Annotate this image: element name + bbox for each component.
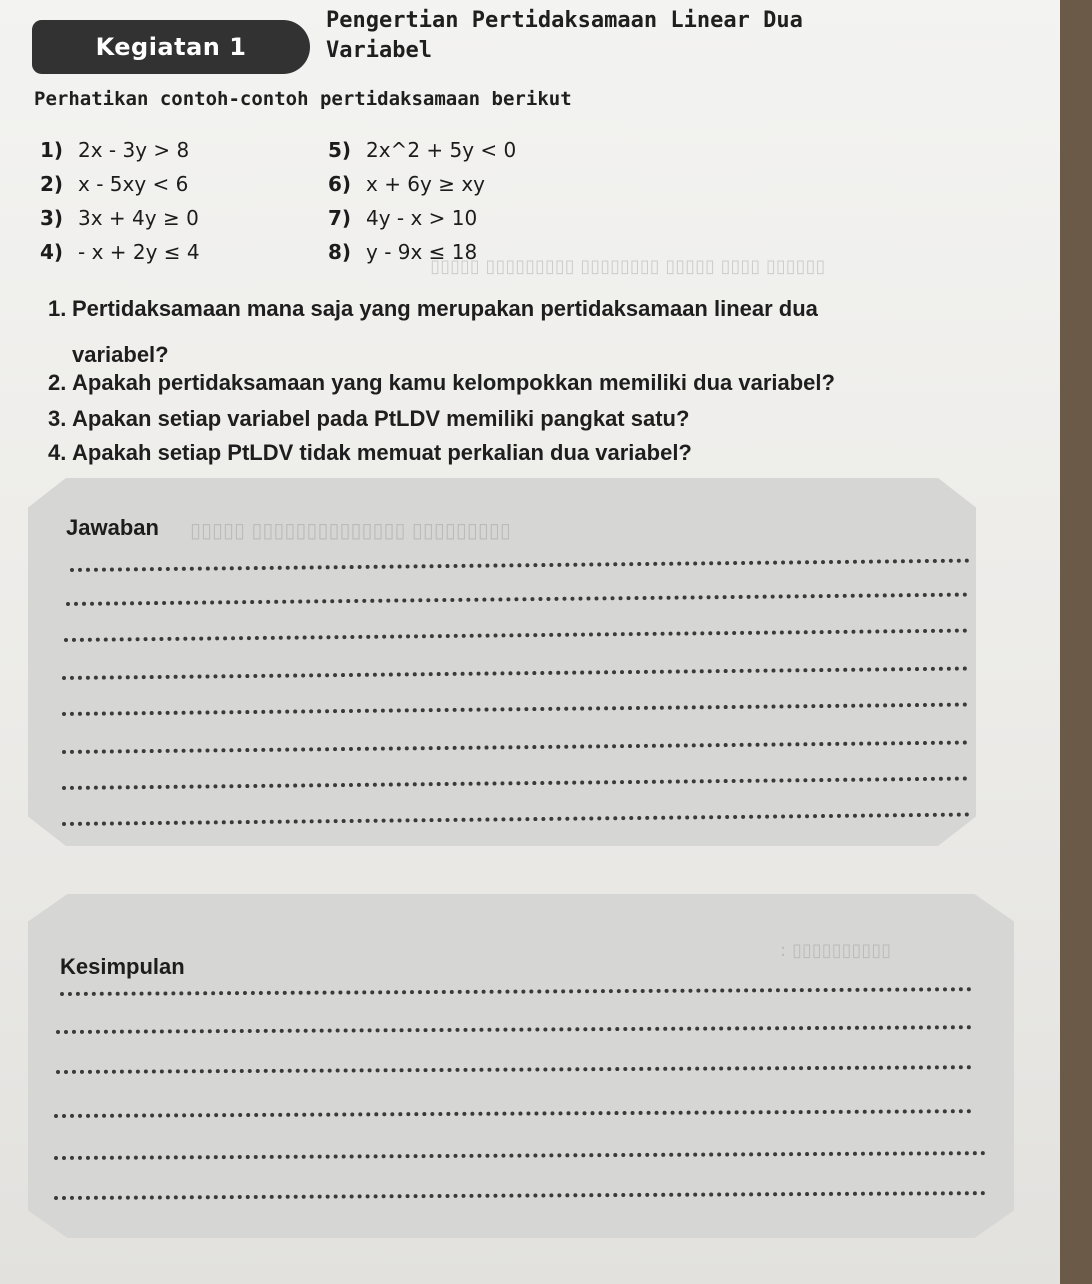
example-number: 5) [328, 138, 352, 162]
question-number: 1. [48, 296, 67, 321]
example-expression: y - 9x ≤ 18 [366, 240, 478, 264]
example-number: 1) [40, 138, 64, 162]
example-item [40, 138, 189, 162]
instruction-text: Perhatikan contoh-contoh pertidaksamaan berikut [34, 88, 572, 110]
example-number: 2) [40, 172, 64, 196]
example-expression: 3x + 4y ≥ 0 [78, 206, 199, 230]
example-number: 7) [328, 206, 352, 230]
example-item [40, 206, 199, 230]
bleed-through-text: ▯▯▯▯▯▯▯▯▯ ▯▯▯▯▯▯▯▯▯▯▯▯▯▯ ▯▯▯▯▯ [190, 518, 511, 542]
question-number: 4. [48, 440, 67, 465]
example-number: 4) [40, 240, 64, 264]
example-item [328, 172, 485, 196]
question-continuation: variabel? [72, 342, 169, 367]
question-item [48, 370, 835, 396]
conclusion-box-label: Kesimpulan [60, 954, 185, 979]
example-item [328, 138, 516, 162]
example-expression: 2x - 3y > 8 [78, 138, 190, 162]
activity-badge: Kegiatan 1 [32, 20, 310, 74]
question-text: Pertidaksamaan mana saja yang merupakan pertidaksamaan linear dua [72, 296, 818, 321]
example-expression: 4y - x > 10 [366, 206, 478, 230]
example-number: 3) [40, 206, 64, 230]
activity-title-line-1: Pengertian Pertidaksamaan Linear Dua [326, 8, 803, 33]
example-item [40, 172, 188, 196]
bleed-through-text: ▯▯▯▯▯▯ ▯▯▯▯ ▯▯▯▯▯ ▯▯▯▯▯▯▯▯ ▯▯▯▯▯▯▯▯▯ ▯▯▯▯▯ [430, 256, 826, 277]
example-expression: - x + 2y ≤ 4 [78, 240, 200, 264]
answer-box-label: Jawaban [66, 515, 159, 540]
question-text: Apakah setiap PtLDV tidak memuat perkalian dua variabel? [72, 440, 692, 465]
example-expression: x + 6y ≥ xy [366, 172, 486, 196]
example-item [40, 240, 200, 264]
question-item [48, 296, 818, 322]
question-item [48, 406, 689, 432]
example-number: 6) [328, 172, 352, 196]
activity-title-line-2: Variabel [326, 38, 432, 63]
question-number: 3. [48, 406, 67, 431]
example-expression: 2x^2 + 5y < 0 [366, 138, 517, 162]
bleed-through-text: ▯▯▯▯▯▯▯▯▯▯ : [780, 940, 891, 961]
activity-title [326, 6, 886, 66]
question-text: Apakah pertidaksamaan yang kamu kelompokkan memiliki dua variabel? [72, 370, 835, 395]
example-item [328, 206, 477, 230]
example-number: 8) [328, 240, 352, 264]
question-number: 2. [48, 370, 67, 395]
question-item [48, 440, 692, 466]
example-expression: x - 5xy < 6 [78, 172, 189, 196]
question-text: Apakan setiap variabel pada PtLDV memiliki pangkat satu? [72, 406, 690, 431]
